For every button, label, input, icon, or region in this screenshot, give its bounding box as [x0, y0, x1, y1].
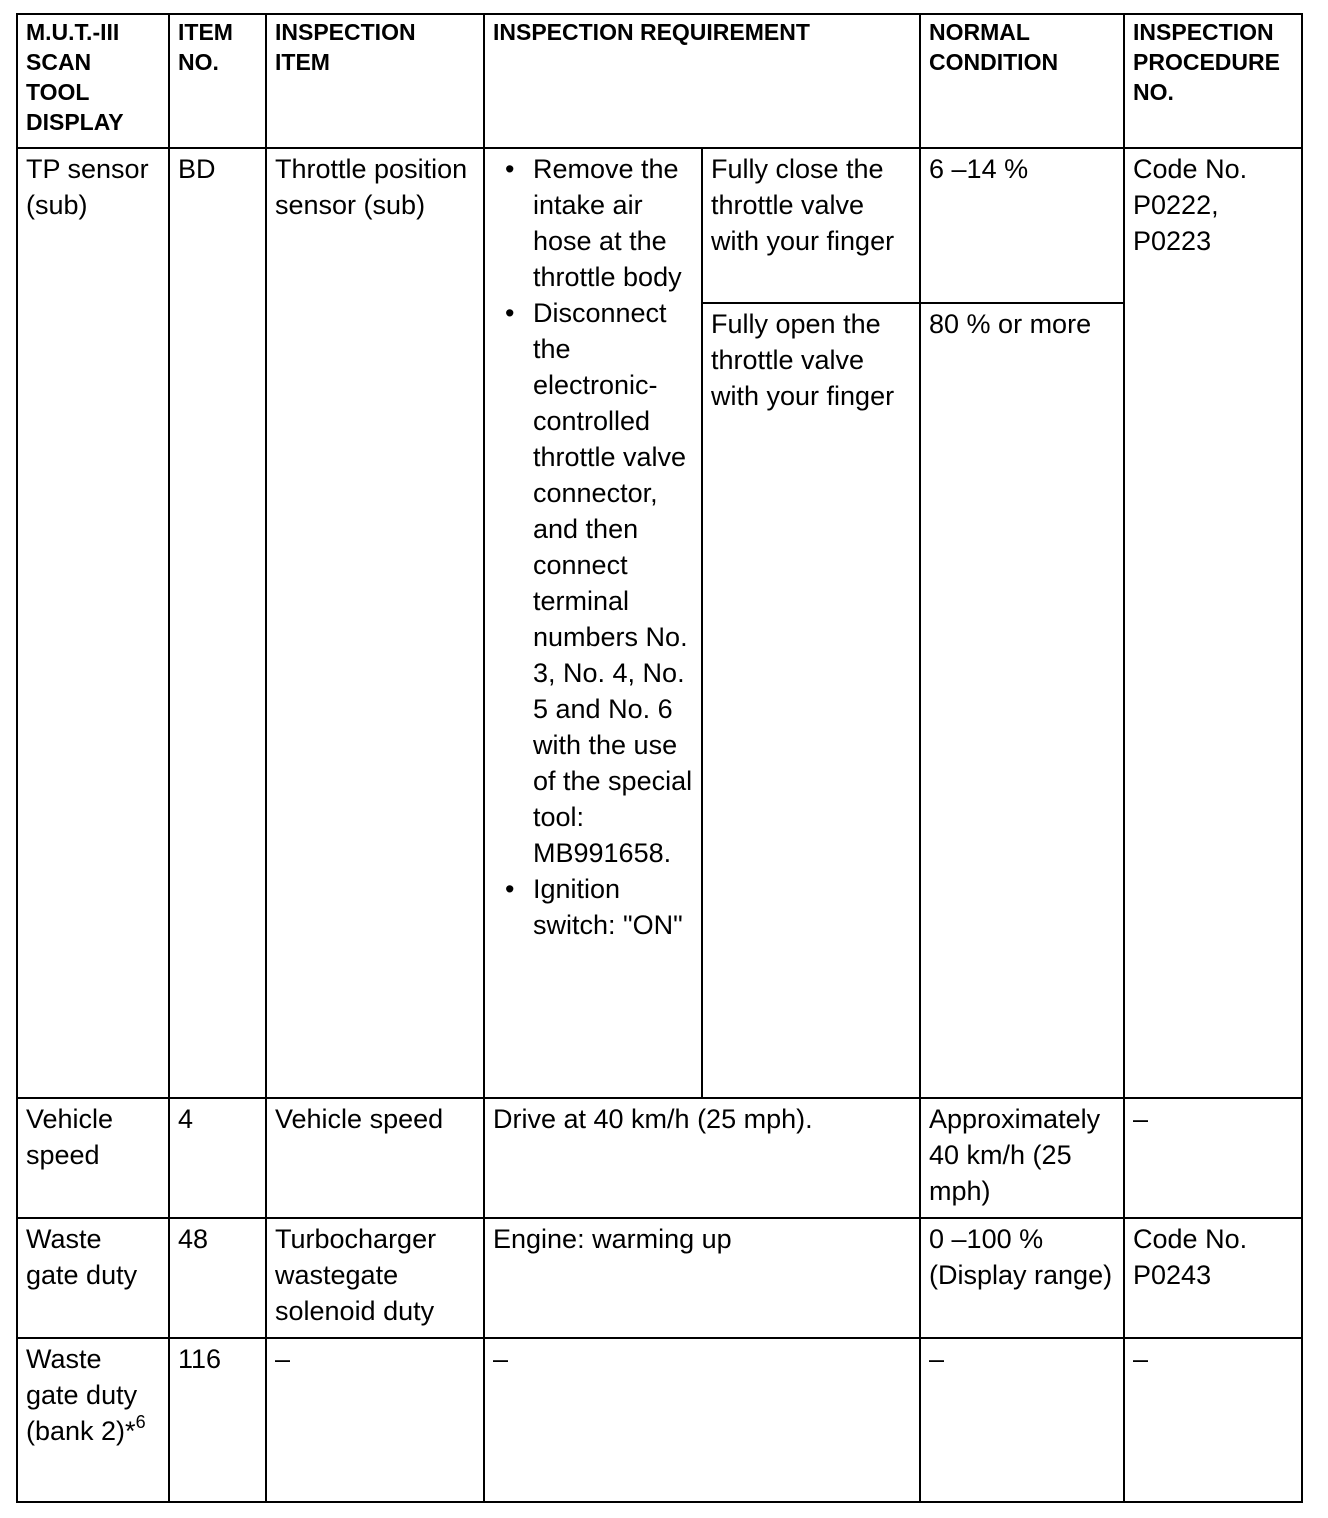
wastegate2-item-no-cell: 116 — [169, 1338, 266, 1502]
wastegate-requirement-cell: Engine: warming up — [484, 1218, 920, 1338]
header-inspection-item: INSPECTION ITEM — [266, 14, 484, 148]
speed-inspection-item-cell: Vehicle speed — [266, 1098, 484, 1218]
speed-procedure-cell: – — [1124, 1098, 1302, 1218]
tp-procedure-cell: Code No. P0222, P0223 — [1124, 148, 1302, 1098]
wastegate-normal-cell: 0 –100 % (Display range) — [920, 1218, 1124, 1338]
precondition-list — [493, 151, 697, 943]
wastegate2-requirement-cell: – — [484, 1338, 920, 1502]
table-row — [17, 148, 1302, 303]
header-display: M.U.T.-III SCAN TOOL DISPLAY — [17, 14, 169, 148]
tp-preconditions-cell — [484, 148, 702, 1098]
speed-item-no-cell: 4 — [169, 1098, 266, 1218]
speed-requirement-cell: Drive at 40 km/h (25 mph). — [484, 1098, 920, 1218]
header-row — [17, 14, 1302, 148]
tp-item-no-cell: BD — [169, 148, 266, 1098]
wastegate-procedure-cell: Code No. P0243 — [1124, 1218, 1302, 1338]
table-row — [17, 1338, 1302, 1502]
speed-display-cell: Vehicle speed — [17, 1098, 169, 1218]
header-item-no: ITEM NO. — [169, 14, 266, 148]
wastegate2-procedure-cell: – — [1124, 1338, 1302, 1502]
list-item: • Ignition switch: "ON" — [533, 871, 697, 943]
table-row — [17, 1098, 1302, 1218]
tp-condition-open-cell: Fully open the throttle valve with your finger — [702, 303, 920, 1098]
header-procedure-no: INSPECTION PROCEDURE NO. — [1124, 14, 1302, 148]
wastegate-item-no-cell: 48 — [169, 1218, 266, 1338]
header-inspection-requirement: INSPECTION REQUIREMENT — [484, 14, 920, 148]
tp-condition-closed-cell: Fully close the throttle valve with your finger — [702, 148, 920, 303]
wastegate2-display-text: Waste gate duty (bank 2)* — [26, 1344, 138, 1446]
wastegate-display-cell: Waste gate duty — [17, 1218, 169, 1338]
table-row — [17, 1218, 1302, 1338]
list-item: • Remove the intake air hose at the throttle body — [533, 151, 697, 295]
tp-inspection-item-cell: Throttle position sensor (sub) — [266, 148, 484, 1098]
inspection-table — [16, 13, 1303, 1503]
wastegate-inspection-item-cell: Turbocharger wastegate solenoid duty — [266, 1218, 484, 1338]
list-item: • Disconnect the electronic-controlled throttle valve connector, and then connect terminal numbers No. 3, No. 4, No. 5 and No. 6 with the use of the special tool: MB991658. — [533, 295, 697, 871]
wastegate2-display-cell — [17, 1338, 169, 1502]
wastegate2-inspection-item-cell: – — [266, 1338, 484, 1502]
footnote-marker: 6 — [135, 1412, 146, 1432]
tp-normal-closed-cell: 6 –14 % — [920, 148, 1124, 303]
wastegate2-normal-cell: – — [920, 1338, 1124, 1502]
tp-display-cell: TP sensor (sub) — [17, 148, 169, 1098]
tp-normal-open-cell: 80 % or more — [920, 303, 1124, 1098]
header-normal-condition: NORMAL CONDITION — [920, 14, 1124, 148]
speed-normal-cell: Approximately 40 km/h (25 mph) — [920, 1098, 1124, 1218]
